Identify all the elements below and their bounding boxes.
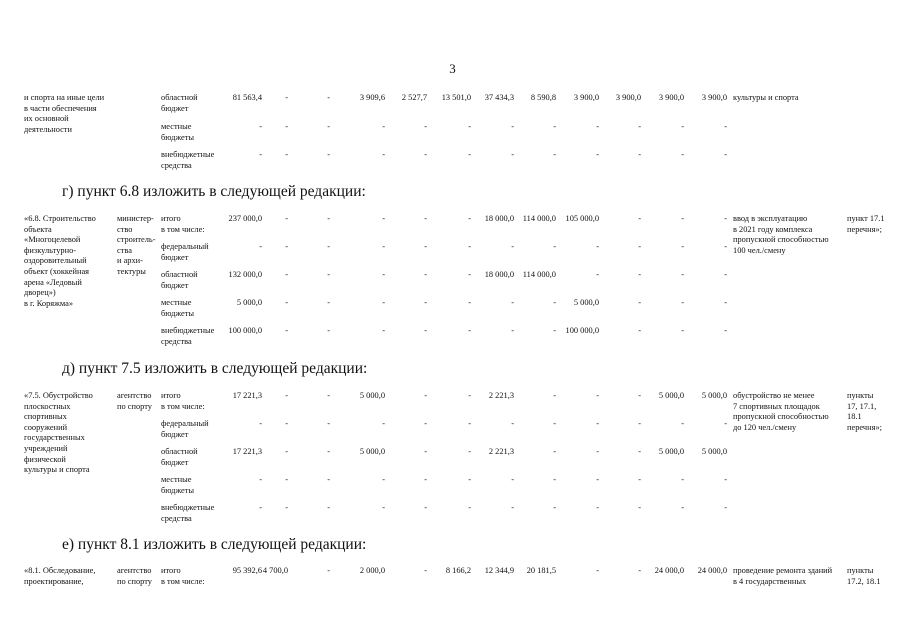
table-cell-value: - [424, 326, 427, 335]
funding-source-line: внебюджетные [161, 326, 215, 335]
table-cell-value: - [724, 298, 727, 307]
table-cell-value: - [596, 566, 599, 575]
table-cell-value: 8 590,8 [530, 93, 556, 102]
executor-line: строитель- [117, 235, 156, 245]
table-cell-value: - [553, 242, 556, 251]
table-cell-value: - [553, 475, 556, 484]
table-cell-value: - [681, 503, 684, 512]
funding-source-line: бюджеты [161, 132, 195, 142]
funding-source-line: средства [161, 160, 192, 170]
table-cell-value: - [382, 326, 385, 335]
table-cell-value: - [681, 475, 684, 484]
table-cell-value: - [638, 566, 641, 575]
table-cell-value: - [327, 242, 330, 251]
table-cell-value: - [724, 122, 727, 131]
table-cell-value: - [424, 242, 427, 251]
funding-source-line: итого [161, 566, 181, 575]
expected-result-line: до 120 чел./смену [733, 422, 797, 432]
table-cell-value: - [553, 419, 556, 428]
funding-source-line: областной [161, 93, 198, 102]
measure-title-line: деятельности [24, 124, 72, 134]
table-cell-value: 105 000,0 [565, 214, 599, 223]
measure-title-line: объекта [24, 224, 52, 234]
table-cell-value: 5 000,0 [658, 391, 684, 400]
table-cell-value: - [638, 447, 641, 456]
table-cell-value: 24 000,0 [654, 566, 684, 575]
table-cell-value: - [259, 150, 262, 159]
table-cell-value: - [285, 242, 288, 251]
expected-result-line: культуры и спорта [733, 93, 799, 102]
table-cell-value: - [468, 503, 471, 512]
executor-line: ства [117, 245, 132, 255]
table-cell-value: - [596, 150, 599, 159]
funding-source-line: итого [161, 214, 181, 223]
funding-source-line: федеральный [161, 242, 209, 251]
table-cell-value: - [285, 298, 288, 307]
table-cell-value: - [285, 475, 288, 484]
table-cell-value: - [553, 447, 556, 456]
table-cell-value: - [638, 298, 641, 307]
expected-result-line: в 2021 году комплекса [733, 224, 813, 234]
table-cell-value: - [511, 503, 514, 512]
table-cell-value: - [468, 214, 471, 223]
table-cell-value: - [724, 419, 727, 428]
table-cell-value: 37 434,3 [484, 93, 514, 102]
table-cell-value: - [511, 475, 514, 484]
table-cell-value: 17 221,3 [232, 447, 262, 456]
measure-title-line: в части обеспечения [24, 103, 97, 113]
table-cell-value: - [553, 150, 556, 159]
table-cell-value: - [596, 391, 599, 400]
list-items-ref-line: перечня»; [847, 224, 882, 234]
table-cell-value: 2 221,3 [488, 391, 514, 400]
measure-title-line: их основной [24, 114, 69, 124]
table-cell-value: - [468, 242, 471, 251]
table-cell-value: - [724, 242, 727, 251]
table-cell-value: - [724, 326, 727, 335]
table-cell-value: - [424, 475, 427, 484]
funding-source-line: местные [161, 122, 192, 131]
table-cell-value: - [327, 566, 330, 575]
table-cell-value: - [327, 214, 330, 223]
table-cell-value: - [468, 270, 471, 279]
table-cell-value: 132 000,0 [228, 270, 262, 279]
table-cell-value: - [382, 242, 385, 251]
measure-title-line: физической [24, 454, 66, 464]
table-cell-value: 5 000,0 [359, 391, 385, 400]
table-cell-value: - [638, 270, 641, 279]
table-cell-value: - [327, 93, 330, 102]
measure-title-line: спортивных [24, 412, 67, 422]
table-cell-value: - [724, 270, 727, 279]
funding-source-line: местные [161, 298, 192, 307]
measure-title-line: арена «Ледовый [24, 277, 82, 287]
table-cell-value: 114 000,0 [522, 270, 556, 279]
table-cell-value: 18 000,0 [484, 214, 514, 223]
table-cell-value: - [468, 419, 471, 428]
table-cell-value: 2 221,3 [488, 447, 514, 456]
list-items-ref-line: 17.2, 18.1 [847, 576, 881, 586]
table-cell-value: - [424, 419, 427, 428]
executor-line: тектуры [117, 267, 146, 276]
section-heading: д) пункт 7.5 изложить в следующей редакции: [62, 360, 368, 377]
table-cell-value: - [424, 503, 427, 512]
table-cell-value: - [285, 503, 288, 512]
table-cell-value: - [424, 122, 427, 131]
table-cell-value: - [327, 419, 330, 428]
funding-source-line: бюджет [161, 103, 189, 113]
table-cell-value: 18 000,0 [484, 270, 514, 279]
table-cell-value: - [724, 475, 727, 484]
expected-result-line: 7 спортивных площадок [733, 401, 820, 411]
table-cell-value: 4 700,0 [262, 566, 288, 575]
funding-source-line: областной [161, 270, 198, 279]
measure-title-line: государственных [24, 433, 85, 443]
table-cell-value: - [724, 214, 727, 223]
table-cell-value: - [424, 447, 427, 456]
table-cell-value: - [553, 391, 556, 400]
table-cell-value: - [259, 419, 262, 428]
table-cell-value: - [724, 150, 727, 159]
table-cell-value: - [553, 503, 556, 512]
table-cell-value: - [285, 419, 288, 428]
funding-source-line: средства [161, 513, 192, 523]
table-cell-value: - [259, 122, 262, 131]
funding-source-line: бюджет [161, 252, 189, 262]
table-cell-value: - [511, 242, 514, 251]
expected-result-line: пропускной способностью [733, 235, 829, 245]
funding-source-line: бюджеты [161, 308, 195, 318]
table-cell-value: - [638, 122, 641, 131]
table-cell-value: - [596, 503, 599, 512]
table-cell-value: - [681, 242, 684, 251]
funding-source-line: внебюджетные [161, 150, 215, 159]
table-cell-value: - [327, 150, 330, 159]
table-cell-value: - [681, 270, 684, 279]
funding-source-line: бюджет [161, 429, 189, 439]
table-cell-value: 13 501,0 [441, 93, 471, 102]
table-cell-value: 3 900,0 [658, 93, 684, 102]
measure-title-line: плоскостных [24, 401, 71, 411]
list-items-ref-line: 17, 17.1, [847, 401, 877, 411]
table-cell-value: - [468, 447, 471, 456]
section-heading: е) пункт 8.1 изложить в следующей редакции: [62, 536, 367, 553]
table-cell-value: - [596, 419, 599, 428]
table-cell-value: - [638, 391, 641, 400]
funding-source-line: в том числе: [161, 576, 205, 586]
table-cell-value: - [285, 326, 288, 335]
expected-result-line: ввод в эксплуатацию [733, 214, 808, 223]
table-cell-value: - [382, 214, 385, 223]
table-cell-value: - [327, 447, 330, 456]
table-cell-value: - [681, 122, 684, 131]
funding-source-line: итого [161, 391, 181, 400]
table-cell-value: 3 900,0 [701, 93, 727, 102]
table-cell-value: - [424, 270, 427, 279]
expected-result-line: 100 чел./смену [733, 245, 786, 255]
table-cell-value: - [424, 566, 427, 575]
table-cell-value: 100 000,0 [228, 326, 262, 335]
measure-title-line: оздоровительный [24, 256, 87, 266]
funding-source-line: федеральный [161, 419, 209, 428]
executor-line: и архи- [117, 256, 143, 266]
table-cell-value: - [285, 150, 288, 159]
table-cell-value: - [285, 391, 288, 400]
table-cell-value: - [382, 150, 385, 159]
executor-line: министер- [117, 214, 154, 223]
list-items-ref-line: перечня»; [847, 422, 882, 432]
list-items-ref-line: пункты [847, 391, 874, 400]
table-cell-value: - [327, 270, 330, 279]
table-cell-value: 8 166,2 [445, 566, 471, 575]
list-items-ref-line: пункт 17.1 [847, 214, 885, 223]
table-cell-value: 24 000,0 [697, 566, 727, 575]
table-cell-value: - [724, 503, 727, 512]
executor-line: по спорту [117, 401, 152, 411]
measure-title-line: проектирование, [24, 576, 84, 586]
measure-title-line: учреждений [24, 444, 68, 453]
measure-title-line: «6.8. Строительство [24, 214, 96, 223]
table-cell-value: - [424, 391, 427, 400]
table-cell-value: 5 000,0 [236, 298, 262, 307]
table-cell-value: - [327, 475, 330, 484]
table-cell-value: - [681, 419, 684, 428]
measure-title-line: культуры и спорта [24, 465, 90, 475]
table-cell-value: - [596, 242, 599, 251]
funding-source-line: бюджет [161, 457, 189, 467]
table-cell-value: - [327, 503, 330, 512]
list-items-ref-line: пункты [847, 566, 874, 575]
table-cell-value: - [596, 270, 599, 279]
table-cell-value: 5 000,0 [359, 447, 385, 456]
measure-title-line: объект (хоккейная [24, 267, 90, 276]
measure-title-line: сооружений [24, 422, 68, 432]
table-cell-value: - [382, 298, 385, 307]
table-cell-value: 237 000,0 [228, 214, 262, 223]
measure-title-line: и спорта на иные цели [24, 93, 105, 102]
table-cell-value: 3 900,0 [573, 93, 599, 102]
table-cell-value: - [468, 298, 471, 307]
table-cell-value: - [681, 298, 684, 307]
table-cell-value: - [468, 391, 471, 400]
table-cell-value: - [327, 298, 330, 307]
table-cell-value: - [638, 419, 641, 428]
expected-result-line: в 4 государственных [733, 576, 807, 586]
table-cell-value: - [424, 214, 427, 223]
table-cell-value: - [259, 475, 262, 484]
table-cell-value: - [681, 214, 684, 223]
table-cell-value: - [553, 326, 556, 335]
funding-source-line: бюджет [161, 280, 189, 290]
table-cell-value: 2 000,0 [359, 566, 385, 575]
table-cell-value: - [382, 503, 385, 512]
table-cell-value: - [511, 122, 514, 131]
table-cell-value: 3 900,0 [615, 93, 641, 102]
table-cell-value: - [638, 503, 641, 512]
executor-line: ство [117, 224, 133, 234]
measure-title-line: физкультурно- [24, 245, 77, 255]
expected-result-line: пропускной способностью [733, 412, 829, 422]
table-cell-value: - [638, 475, 641, 484]
table-cell-value: - [285, 93, 288, 102]
table-cell-value: - [511, 298, 514, 307]
table-cell-value: - [511, 150, 514, 159]
table-cell-value: - [596, 475, 599, 484]
table-cell-value: 2 527,7 [401, 93, 427, 102]
table-cell-value: - [681, 326, 684, 335]
measure-title-line: «7.5. Обустройство [24, 391, 93, 400]
measure-title-line: «8.1. Обследование, [24, 566, 96, 575]
table-cell-value: - [382, 122, 385, 131]
table-cell-value: - [327, 122, 330, 131]
table-cell-value: - [638, 214, 641, 223]
table-cell-value: 5 000,0 [573, 298, 599, 307]
table-cell-value: 17 221,3 [232, 391, 262, 400]
table-cell-value: - [327, 326, 330, 335]
table-cell-value: 5 000,0 [701, 391, 727, 400]
table-cell-value: 5 000,0 [658, 447, 684, 456]
table-cell-value: 114 000,0 [522, 214, 556, 223]
table-cell-value: - [553, 298, 556, 307]
table-cell-value: - [285, 270, 288, 279]
table-cell-value: - [382, 419, 385, 428]
measure-title-line: в г. Коряжма» [24, 298, 74, 308]
executor-line: по спорту [117, 576, 152, 586]
table-cell-value: - [468, 150, 471, 159]
table-cell-value: - [259, 242, 262, 251]
table-cell-value: - [382, 475, 385, 484]
page-number: 3 [449, 61, 456, 76]
table-cell-value: - [511, 326, 514, 335]
table-cell-value: - [285, 447, 288, 456]
table-cell-value: 81 563,4 [232, 93, 262, 102]
funding-source-line: внебюджетные [161, 503, 215, 512]
table-cell-value: 3 909,6 [359, 93, 385, 102]
table-cell-value: - [382, 270, 385, 279]
table-cell-value: - [596, 122, 599, 131]
table-cell-value: - [596, 447, 599, 456]
executor-line: агентство [117, 566, 152, 575]
table-cell-value: 95 392,6 [232, 566, 262, 575]
funding-source-line: местные [161, 475, 192, 484]
table-cell-value: 20 181,5 [526, 566, 556, 575]
table-cell-value: - [511, 419, 514, 428]
table-cell-value: - [681, 150, 684, 159]
table-cell-value: - [553, 122, 556, 131]
funding-source-line: в том числе: [161, 401, 205, 411]
expected-result-line: обустройство не менее [733, 391, 815, 400]
funding-source-line: средства [161, 336, 192, 346]
table-cell-value: - [468, 326, 471, 335]
table-cell-value: - [285, 214, 288, 223]
expected-result-line: проведение ремонта зданий [733, 566, 833, 575]
table-cell-value: - [285, 122, 288, 131]
measure-title-line: «Многоцелевой [24, 235, 81, 245]
table-cell-value: - [468, 475, 471, 484]
table-cell-value: - [638, 150, 641, 159]
table-cell-value: - [638, 326, 641, 335]
table-cell-value: 5 000,0 [701, 447, 727, 456]
table-cell-value: - [424, 150, 427, 159]
table-cell-value: - [327, 391, 330, 400]
section-heading: г) пункт 6.8 изложить в следующей редакции: [62, 183, 366, 200]
table-cell-value: - [468, 122, 471, 131]
funding-source-line: областной [161, 447, 198, 456]
table-cell-value: 100 000,0 [565, 326, 599, 335]
funding-source-line: в том числе: [161, 224, 205, 234]
measure-title-line: дворец») [24, 288, 56, 298]
executor-line: агентство [117, 391, 152, 400]
table-cell-value: - [259, 503, 262, 512]
list-items-ref-line: 18.1 [847, 412, 862, 422]
funding-source-line: бюджеты [161, 485, 195, 495]
table-cell-value: - [424, 298, 427, 307]
table-cell-value: - [638, 242, 641, 251]
table-cell-value: 12 344,9 [484, 566, 514, 575]
